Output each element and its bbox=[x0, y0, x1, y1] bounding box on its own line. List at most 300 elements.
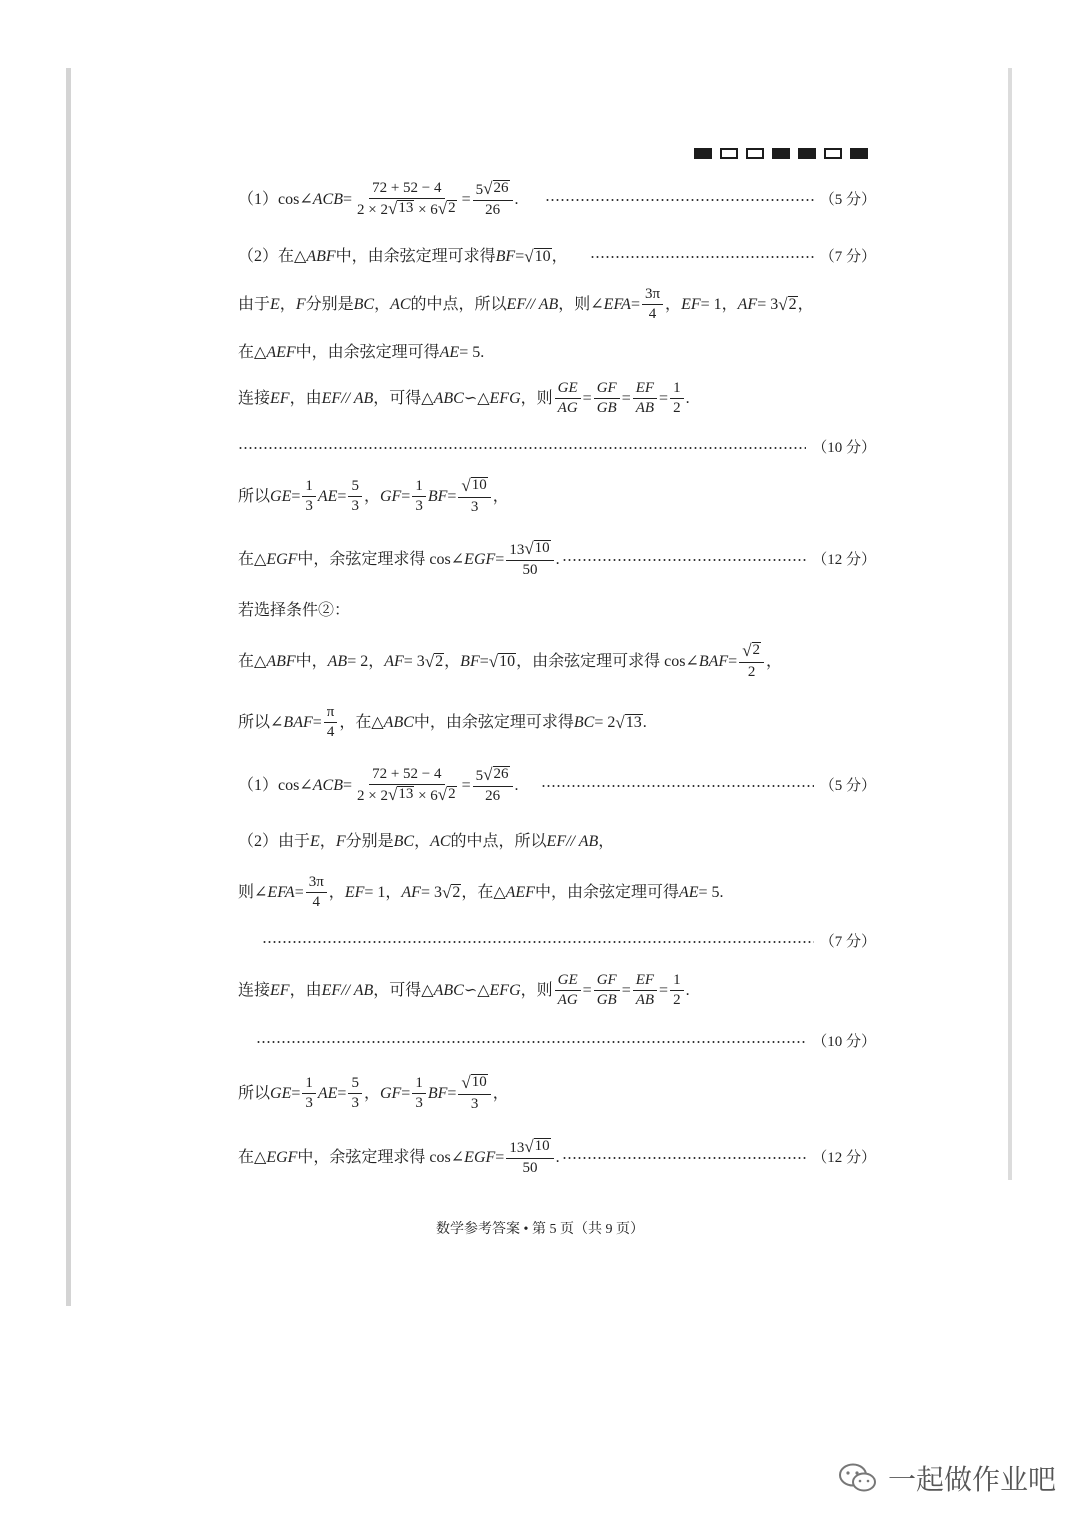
denominator: 3 bbox=[351, 498, 359, 515]
text: = bbox=[515, 248, 525, 265]
answer-line-17 bbox=[256, 1033, 876, 1051]
denominator: 4 bbox=[312, 894, 320, 911]
numerator bbox=[458, 1074, 490, 1095]
fraction bbox=[670, 972, 684, 1010]
text: 所以 bbox=[238, 488, 271, 506]
numerator: GF bbox=[594, 972, 620, 991]
radical: √ 2 bbox=[437, 199, 456, 219]
numerator: GF bbox=[594, 380, 620, 399]
wechat-icon bbox=[838, 1462, 878, 1494]
numerator: 1 bbox=[412, 1075, 426, 1094]
fraction bbox=[633, 380, 657, 418]
answer-line-10 bbox=[238, 642, 876, 682]
fraction bbox=[670, 380, 684, 418]
text: 所以 bbox=[238, 1085, 271, 1103]
denominator: 50 bbox=[522, 562, 538, 579]
text: ，由 bbox=[289, 982, 322, 1000]
text: = 3 bbox=[403, 653, 425, 671]
text: = 3 bbox=[757, 296, 779, 314]
text: = bbox=[337, 1085, 347, 1103]
fraction bbox=[354, 180, 460, 220]
denominator: 2 bbox=[673, 992, 681, 1009]
text: 中，由余弦定理可得 bbox=[534, 884, 679, 902]
leader-dots bbox=[262, 941, 814, 943]
numerator: EF bbox=[633, 380, 657, 399]
text: . bbox=[555, 1149, 560, 1167]
text: = bbox=[659, 982, 669, 1000]
text: 在△ bbox=[238, 344, 267, 361]
text: 在△ bbox=[238, 653, 267, 671]
text: ， bbox=[492, 1085, 509, 1103]
numerator bbox=[506, 540, 553, 561]
text: 则∠ bbox=[238, 884, 268, 902]
text: = bbox=[582, 390, 592, 408]
var: F bbox=[335, 833, 346, 850]
text: = 1， bbox=[700, 296, 738, 314]
text: 2 × 2 bbox=[357, 788, 388, 805]
text: ，在△ bbox=[461, 884, 506, 902]
denominator: 3 bbox=[415, 1095, 423, 1112]
text: 中，由余弦定理可求得 bbox=[335, 248, 496, 265]
radical: √ 2 bbox=[424, 651, 444, 671]
text: = 2， bbox=[347, 653, 385, 671]
fraction bbox=[739, 642, 764, 682]
text: = 1， bbox=[364, 884, 402, 902]
answer-line-7 bbox=[238, 477, 876, 517]
text: × 6 bbox=[414, 788, 438, 805]
denominator: 3 bbox=[305, 498, 313, 515]
leader-dots bbox=[541, 785, 814, 787]
answer-line-12 bbox=[238, 766, 876, 806]
text: ， bbox=[598, 833, 615, 850]
score-label: （12 分） bbox=[812, 551, 876, 568]
var: ACB bbox=[312, 191, 343, 209]
text: = bbox=[401, 488, 411, 506]
mark-square bbox=[772, 148, 790, 159]
numerator: 72 + 52 − 4 bbox=[369, 766, 444, 785]
text: 的中点，所以 bbox=[410, 296, 507, 314]
numerator: 1 bbox=[670, 380, 684, 399]
numerator: 1 bbox=[670, 972, 684, 991]
var: EGF bbox=[266, 551, 298, 569]
numerator: 1 bbox=[302, 1075, 316, 1094]
text: 分别是 bbox=[345, 833, 394, 850]
radicand: 10 bbox=[499, 652, 516, 670]
text: ，由余弦定理可求得 cos∠ bbox=[516, 653, 699, 671]
text: ∽△ bbox=[463, 390, 490, 408]
text: ，可得△ bbox=[373, 390, 434, 408]
denominator: AG bbox=[557, 400, 578, 417]
text: 5 bbox=[475, 768, 484, 784]
radicand: 2 bbox=[448, 786, 456, 803]
text: = bbox=[342, 777, 352, 795]
score-label: （10 分） bbox=[812, 440, 876, 456]
var: EFG bbox=[489, 390, 521, 408]
text: ， bbox=[551, 248, 568, 265]
var: EF bbox=[270, 390, 290, 408]
numerator: 5 bbox=[348, 478, 362, 497]
text: = bbox=[342, 191, 352, 209]
var: F bbox=[295, 296, 306, 314]
mark-square bbox=[824, 148, 842, 159]
var: AF bbox=[384, 653, 404, 671]
text: ，则 bbox=[520, 390, 553, 408]
fraction bbox=[306, 874, 327, 912]
radical: √ 2 bbox=[742, 641, 761, 660]
answer-line-14 bbox=[238, 874, 876, 912]
fraction bbox=[324, 704, 338, 742]
var: ABF bbox=[266, 653, 296, 671]
denominator: AG bbox=[557, 992, 578, 1009]
text: ， bbox=[279, 296, 296, 314]
text: = bbox=[495, 551, 505, 569]
var: EF// AB bbox=[321, 982, 374, 1000]
text: ， bbox=[414, 833, 431, 850]
mark-square bbox=[694, 148, 712, 159]
watermark bbox=[838, 1458, 1056, 1498]
fraction bbox=[473, 180, 513, 220]
var: AE bbox=[317, 488, 338, 506]
text: ，则∠ bbox=[558, 296, 604, 314]
var: GF bbox=[379, 1085, 402, 1103]
radicand: 10 bbox=[471, 1074, 487, 1090]
var: EFG bbox=[489, 982, 521, 1000]
numerator bbox=[473, 766, 513, 787]
numerator: GE bbox=[555, 972, 581, 991]
text: 分别是 bbox=[305, 296, 354, 314]
answer-line-4 bbox=[238, 343, 876, 362]
numerator bbox=[473, 180, 513, 201]
text: = 2 bbox=[594, 714, 616, 732]
denominator: 4 bbox=[326, 724, 335, 741]
text: ， bbox=[665, 296, 682, 314]
var: ABF bbox=[306, 248, 336, 265]
text: 在△ bbox=[238, 551, 267, 569]
var: AF bbox=[737, 296, 758, 314]
fraction bbox=[458, 477, 490, 517]
text: ， bbox=[363, 1085, 380, 1103]
radical: √ 2 bbox=[437, 785, 456, 805]
denominator: 2 bbox=[673, 400, 681, 417]
text: = bbox=[495, 1149, 505, 1167]
numerator: 3π bbox=[642, 286, 663, 305]
answer-line-13 bbox=[238, 832, 876, 851]
text: （2）由于 bbox=[238, 833, 311, 850]
text: 5 bbox=[475, 182, 484, 198]
text: 13 bbox=[509, 542, 525, 558]
denominator: AB bbox=[635, 400, 655, 417]
radicand: 13 bbox=[398, 200, 414, 217]
text: ， bbox=[328, 884, 345, 902]
text: = bbox=[621, 982, 631, 1000]
numerator: GE bbox=[555, 380, 581, 399]
text: 13 bbox=[509, 1140, 525, 1156]
text: ∽△ bbox=[463, 982, 490, 1000]
radical: √ 13 bbox=[387, 785, 414, 805]
var: EF// AB bbox=[506, 296, 559, 314]
answer-line-8 bbox=[238, 540, 876, 580]
denominator: GB bbox=[596, 400, 617, 417]
text: ， bbox=[444, 653, 461, 671]
corner-marks bbox=[694, 148, 868, 162]
answer-line-11 bbox=[238, 704, 876, 742]
page-footer: 数学参考答案 • 第 5 页（共 9 页） bbox=[436, 1222, 644, 1237]
radicand: 2 bbox=[435, 652, 444, 670]
denominator: 26 bbox=[485, 788, 501, 805]
numerator bbox=[506, 1138, 553, 1159]
text: = bbox=[337, 488, 347, 506]
score-label: （10 分） bbox=[812, 1034, 876, 1050]
var: BF bbox=[427, 1085, 448, 1103]
score-label: （7 分） bbox=[819, 248, 876, 265]
fraction bbox=[348, 1075, 362, 1113]
text: 中，由余弦定理可求得 bbox=[413, 714, 574, 732]
denominator: 3 bbox=[351, 1095, 359, 1112]
text: = 3 bbox=[420, 884, 442, 902]
var: AF bbox=[401, 884, 421, 902]
radicand: 13 bbox=[625, 713, 642, 731]
var: AE bbox=[678, 884, 699, 902]
text: = bbox=[621, 390, 631, 408]
radical: √ 13 bbox=[615, 712, 642, 732]
radicand: 26 bbox=[493, 766, 509, 782]
text: ，在△ bbox=[339, 714, 384, 732]
var: AEF bbox=[505, 884, 535, 902]
denominator: 3 bbox=[470, 1096, 479, 1113]
var: E bbox=[310, 833, 320, 850]
var: GF bbox=[379, 488, 402, 506]
radical: √ 2 bbox=[778, 294, 797, 314]
fraction bbox=[302, 478, 316, 516]
radicand: 10 bbox=[471, 477, 487, 493]
fraction bbox=[594, 380, 620, 418]
numerator: 72 + 52 − 4 bbox=[369, 180, 444, 199]
radicand: 2 bbox=[788, 295, 797, 313]
text: = 5. bbox=[459, 344, 485, 361]
var: AB bbox=[327, 653, 348, 671]
right-page-rule bbox=[1008, 68, 1012, 1180]
text: ， bbox=[797, 296, 814, 314]
text: ， bbox=[319, 833, 336, 850]
denominator bbox=[354, 785, 460, 805]
answer-line-9 bbox=[238, 601, 876, 620]
radicand: 13 bbox=[398, 786, 414, 803]
var: EFA bbox=[603, 296, 631, 314]
text: （1）cos∠ bbox=[238, 191, 313, 209]
denominator bbox=[354, 199, 460, 219]
numerator: π bbox=[324, 704, 338, 723]
text: . bbox=[642, 714, 647, 732]
denominator: 3 bbox=[415, 498, 423, 515]
radical: √ 2 bbox=[441, 882, 461, 902]
denominator: 3 bbox=[305, 1095, 313, 1112]
radical: √ 10 bbox=[524, 246, 551, 266]
text: 中， bbox=[295, 653, 328, 671]
text: = bbox=[461, 777, 471, 795]
var: BAF bbox=[698, 653, 729, 671]
var: EGF bbox=[464, 551, 496, 569]
score-label: （7 分） bbox=[819, 934, 876, 950]
leader-dots bbox=[562, 1157, 807, 1159]
text: ，可得△ bbox=[373, 982, 434, 1000]
text: 中，余弦定理求得 cos∠ bbox=[297, 551, 465, 569]
fraction bbox=[555, 972, 581, 1010]
text: （1）cos∠ bbox=[238, 777, 313, 795]
var: EF// AB bbox=[321, 390, 374, 408]
var: ABC bbox=[433, 982, 464, 1000]
text: 在△ bbox=[238, 1149, 267, 1167]
watermark-text: 一起做作业吧 bbox=[888, 1463, 1057, 1496]
answer-line-1 bbox=[238, 180, 876, 220]
answer-line-19 bbox=[238, 1138, 876, 1178]
mark-square bbox=[746, 148, 764, 159]
text: 2 × 2 bbox=[357, 202, 388, 219]
leader-dots bbox=[590, 256, 814, 258]
text: . bbox=[685, 390, 690, 408]
fraction bbox=[302, 1075, 316, 1113]
text: = bbox=[659, 390, 669, 408]
denominator: 4 bbox=[648, 306, 657, 323]
denominator: AB bbox=[635, 992, 655, 1009]
radical: √ 10 bbox=[461, 1073, 487, 1092]
text: 中，余弦定理求得 cos∠ bbox=[297, 1149, 465, 1167]
fraction bbox=[506, 1138, 553, 1178]
radicand: 2 bbox=[452, 883, 461, 901]
radical: √ 10 bbox=[524, 539, 550, 558]
var: EF bbox=[344, 884, 365, 902]
radical: √ 10 bbox=[461, 476, 487, 495]
var: ACB bbox=[312, 777, 343, 795]
var: EGF bbox=[266, 1149, 298, 1167]
text: ， bbox=[374, 296, 391, 314]
var: ABC bbox=[433, 390, 464, 408]
denominator: 3 bbox=[470, 499, 479, 516]
var: BF bbox=[495, 248, 516, 265]
text: = bbox=[447, 488, 457, 506]
text: 的中点，所以 bbox=[450, 833, 547, 850]
radical: √ 13 bbox=[387, 199, 414, 219]
var: E bbox=[270, 296, 280, 314]
fraction bbox=[506, 540, 553, 580]
var: BF bbox=[460, 653, 480, 671]
text: ，由 bbox=[289, 390, 322, 408]
var: AEF bbox=[266, 344, 296, 361]
var: BF bbox=[427, 488, 448, 506]
fraction bbox=[642, 286, 663, 324]
fraction bbox=[555, 380, 581, 418]
numerator: 1 bbox=[412, 478, 426, 497]
text: = bbox=[728, 653, 738, 671]
var: EF bbox=[681, 296, 701, 314]
left-page-rule bbox=[66, 68, 71, 1306]
fraction bbox=[412, 478, 426, 516]
leader-dots bbox=[238, 447, 806, 449]
fraction bbox=[458, 1074, 490, 1114]
var: EGF bbox=[464, 1149, 496, 1167]
text: = bbox=[582, 982, 592, 1000]
var: BAF bbox=[283, 714, 313, 732]
radicand: 10 bbox=[534, 1138, 550, 1154]
radicand: 10 bbox=[534, 247, 551, 265]
score-label: （5 分） bbox=[819, 777, 876, 794]
fraction bbox=[473, 766, 513, 806]
denominator: 26 bbox=[485, 202, 501, 219]
var: BC bbox=[573, 714, 595, 732]
text: = bbox=[630, 296, 640, 314]
answer-line-5 bbox=[238, 380, 876, 418]
radical: √ 26 bbox=[483, 765, 509, 784]
radical: √ 10 bbox=[524, 1137, 550, 1156]
text: = bbox=[291, 488, 301, 506]
numerator bbox=[739, 642, 764, 663]
radicand: 2 bbox=[448, 200, 456, 217]
radicand: 2 bbox=[752, 642, 761, 658]
var: GE bbox=[270, 1085, 292, 1103]
mark-square bbox=[720, 148, 738, 159]
text: = bbox=[461, 191, 471, 209]
text: 连接 bbox=[238, 390, 271, 408]
leader-dots bbox=[256, 1041, 806, 1043]
radical: √ 10 bbox=[488, 651, 516, 671]
text: . bbox=[555, 551, 560, 569]
var: EFA bbox=[267, 884, 295, 902]
answer-line-18 bbox=[238, 1074, 876, 1114]
numerator: 3π bbox=[306, 874, 327, 893]
var: BC bbox=[393, 833, 415, 850]
fraction bbox=[354, 766, 460, 806]
var: AE bbox=[439, 344, 460, 361]
text: ， bbox=[492, 488, 509, 506]
text: ，则 bbox=[520, 982, 553, 1000]
var: AE bbox=[317, 1085, 338, 1103]
text: 若选择条件②： bbox=[238, 602, 351, 619]
text: × 6 bbox=[414, 202, 438, 219]
numerator: 1 bbox=[302, 478, 316, 497]
text: = 5. bbox=[698, 884, 724, 902]
denominator: 2 bbox=[747, 664, 756, 681]
answer-line-6 bbox=[238, 439, 876, 457]
text: . bbox=[514, 777, 519, 795]
answer-line-15 bbox=[262, 933, 876, 951]
text: ， bbox=[766, 653, 783, 671]
text: 中，由余弦定理可得 bbox=[295, 344, 440, 361]
text: . bbox=[685, 982, 690, 1000]
text: 所以∠ bbox=[238, 714, 284, 732]
var: AC bbox=[430, 833, 451, 850]
mark-square bbox=[850, 148, 868, 159]
numerator: EF bbox=[633, 972, 657, 991]
mark-square bbox=[798, 148, 816, 159]
leader-dots bbox=[562, 559, 807, 561]
var: GE bbox=[270, 488, 292, 506]
text: = bbox=[291, 1085, 301, 1103]
score-label: （5 分） bbox=[819, 191, 876, 208]
var: BC bbox=[353, 296, 375, 314]
answer-line-3 bbox=[238, 286, 876, 324]
text: = bbox=[401, 1085, 411, 1103]
denominator: 50 bbox=[522, 1160, 538, 1177]
leader-dots bbox=[545, 199, 814, 201]
denominator: GB bbox=[596, 992, 617, 1009]
radicand: 10 bbox=[534, 540, 550, 556]
fraction bbox=[594, 972, 620, 1010]
text: = bbox=[312, 714, 322, 732]
var: EF bbox=[270, 982, 290, 1000]
answer-line-2 bbox=[238, 247, 876, 266]
text: （2）在△ bbox=[238, 248, 307, 265]
text: = bbox=[294, 884, 304, 902]
var: AC bbox=[390, 296, 411, 314]
